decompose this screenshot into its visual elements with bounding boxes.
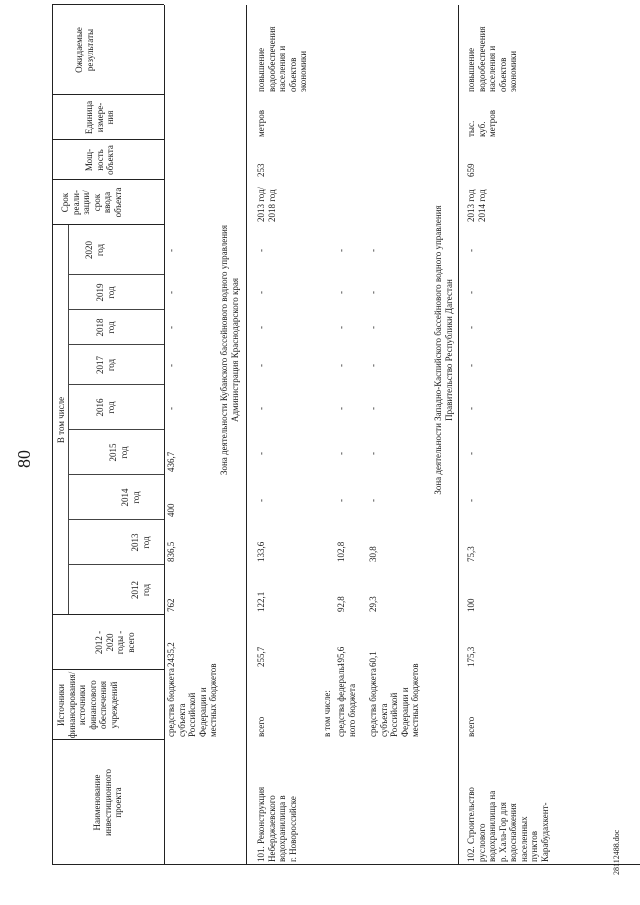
project-102-power: 659 [466,163,476,177]
top-row-2013: 836,5 [166,541,176,562]
project-101-unit: метров [256,110,266,137]
table-right-border [52,4,164,5]
project-101-incl-label: в том числе: [322,690,332,737]
zone-west-caspian: Зона деятельности Западно-Каспийского бассейнового водного управления Правительство Республики Дагестан [433,205,454,495]
top-row-2016: - [166,407,176,410]
project-102-2020: - [466,249,476,252]
header-term: Срок реали- зации/ срок ввода объекта [60,187,123,218]
project-101-fed-2013: 102,8 [336,541,346,562]
project-101-reg-2020: - [368,249,378,252]
project-101-fed-2012: 92,8 [336,596,346,612]
project-101-2012: 122,1 [256,591,266,612]
footer-filename: 28112488.doc [612,829,621,875]
zone-kuban: Зона деятельности Кубанского бассейнового водного управления Администрация Краснодарского края [219,225,240,476]
col-rule-2018 [68,344,164,345]
col-rule-2020 [68,274,164,275]
header-year-2012: 2012 год [130,581,151,599]
project-101-fed-2014: - [336,499,346,502]
top-row-total: 2435,2 [166,642,176,667]
project-101-fed-2015: - [336,452,346,455]
project-102-2019: - [466,291,476,294]
project-101-reg-2016: - [368,407,378,410]
header-source: Источники финансирования/ источники финансового обеспечения учреждений [56,671,119,739]
header-year-2018: 2018 год [95,318,116,337]
header-year-2015: 2015 год [108,443,129,462]
project-101-reg-2018: - [368,326,378,329]
table-top-border [52,5,53,865]
project-101-2020: - [256,249,266,252]
project-101-reg-2017: - [368,364,378,367]
project-101-2015: - [256,452,266,455]
project-101-fed-2017: - [336,364,346,367]
project-101-fed-2020: - [336,249,346,252]
project-102-term: 2013 год 2014 год [466,189,487,222]
project-101-reg-2019: - [368,291,378,294]
header-bottom-border [164,5,165,865]
project-102-result: повышение водообеспечения населения и объектов экономики [466,26,518,92]
project-101-fed-2019: - [336,291,346,294]
project-102-2014: - [466,499,476,502]
project-101-reg-2015: - [368,452,378,455]
project-101-2013: 133,6 [256,541,266,562]
project-102-2016: - [466,407,476,410]
row-rule-102 [458,5,459,865]
header-result: Ожидаемые результаты [74,27,95,73]
header-name: Наименование инвестиционного проекта [92,768,123,837]
project-101-2019: - [256,291,266,294]
header-year-2013: 2013 год [130,533,151,552]
project-101-power: 253 [256,163,266,177]
project-101-fed-source: средства федераль- ного бюджета [336,663,357,737]
header-total: 2012 - 2020 годы - всего [94,630,136,655]
project-101-reg-source: средства бюджета субъекта Российской Федерации и местных бюджетов [368,663,420,737]
col-rule-2017 [68,384,164,385]
top-row-2014: 400 [166,503,176,517]
project-102-unit: тыс. куб. метров [466,110,497,137]
top-row-2020: - [166,249,176,252]
subheader-rule [68,225,69,615]
header-in-that: В том числе [56,396,66,444]
project-102-total: 175,3 [466,646,476,667]
col-rule-2019 [68,309,164,310]
project-102-2012: 100 [466,598,476,612]
project-101-fed-total: 195,6 [336,646,346,667]
project-101-total: 255,7 [256,646,266,667]
project-101-fed-2018: - [336,326,346,329]
project-101-2017: - [256,364,266,367]
project-101-reg-total: 60,1 [368,651,378,667]
project-101-2016: - [256,407,266,410]
row-rule-101 [246,5,247,865]
project-101-reg-2014: - [368,499,378,502]
project-101-name: 101. Реконструкция Неберджаевского водохранилища в г. Новороссийске [256,786,298,862]
page-number: 80 [14,450,34,468]
header-year-2017: 2017 год [95,356,116,374]
header-year-2019: 2019 год [95,283,116,302]
project-102-2015: - [466,452,476,455]
header-year-2014: 2014 год [120,488,141,507]
project-101-term: 2013 год/ 2018 год [256,186,277,222]
project-101-result: повышение водообеспечения населения и объектов экономики [256,26,308,92]
project-101-fed-2016: - [336,407,346,410]
header-unit: Единица измере- ния [84,100,115,135]
top-row-2012: 762 [166,598,176,612]
top-row-2015: 436,7 [166,451,176,472]
top-row-2019: - [166,291,176,294]
top-row-2017: - [166,364,176,367]
project-101-source: всего [256,716,266,737]
top-row-source: средства бюджета субъекта Российской Федерации и местных бюджетов [166,663,218,737]
header-power: Мощ- ность объекта [84,145,115,175]
top-row-2018: - [166,326,176,329]
project-101-2014: - [256,499,266,502]
project-101-reg-2013: 30,8 [368,546,378,562]
table-left-border [52,864,640,865]
project-102-2017: - [466,364,476,367]
project-102-name: 102. Строительство руслового водохранилища на р. Хала-Гор для водоснабжения населенных пунктов Карабудахкент- [466,787,550,862]
header-year-2016: 2016 год [95,398,116,417]
project-101-2018: - [256,326,266,329]
project-102-2018: - [466,326,476,329]
project-102-source: всего [466,716,476,737]
project-101-reg-2012: 29,3 [368,596,378,612]
header-year-2020: 2020 год [84,241,105,259]
project-102-2013: 75,3 [466,546,476,562]
